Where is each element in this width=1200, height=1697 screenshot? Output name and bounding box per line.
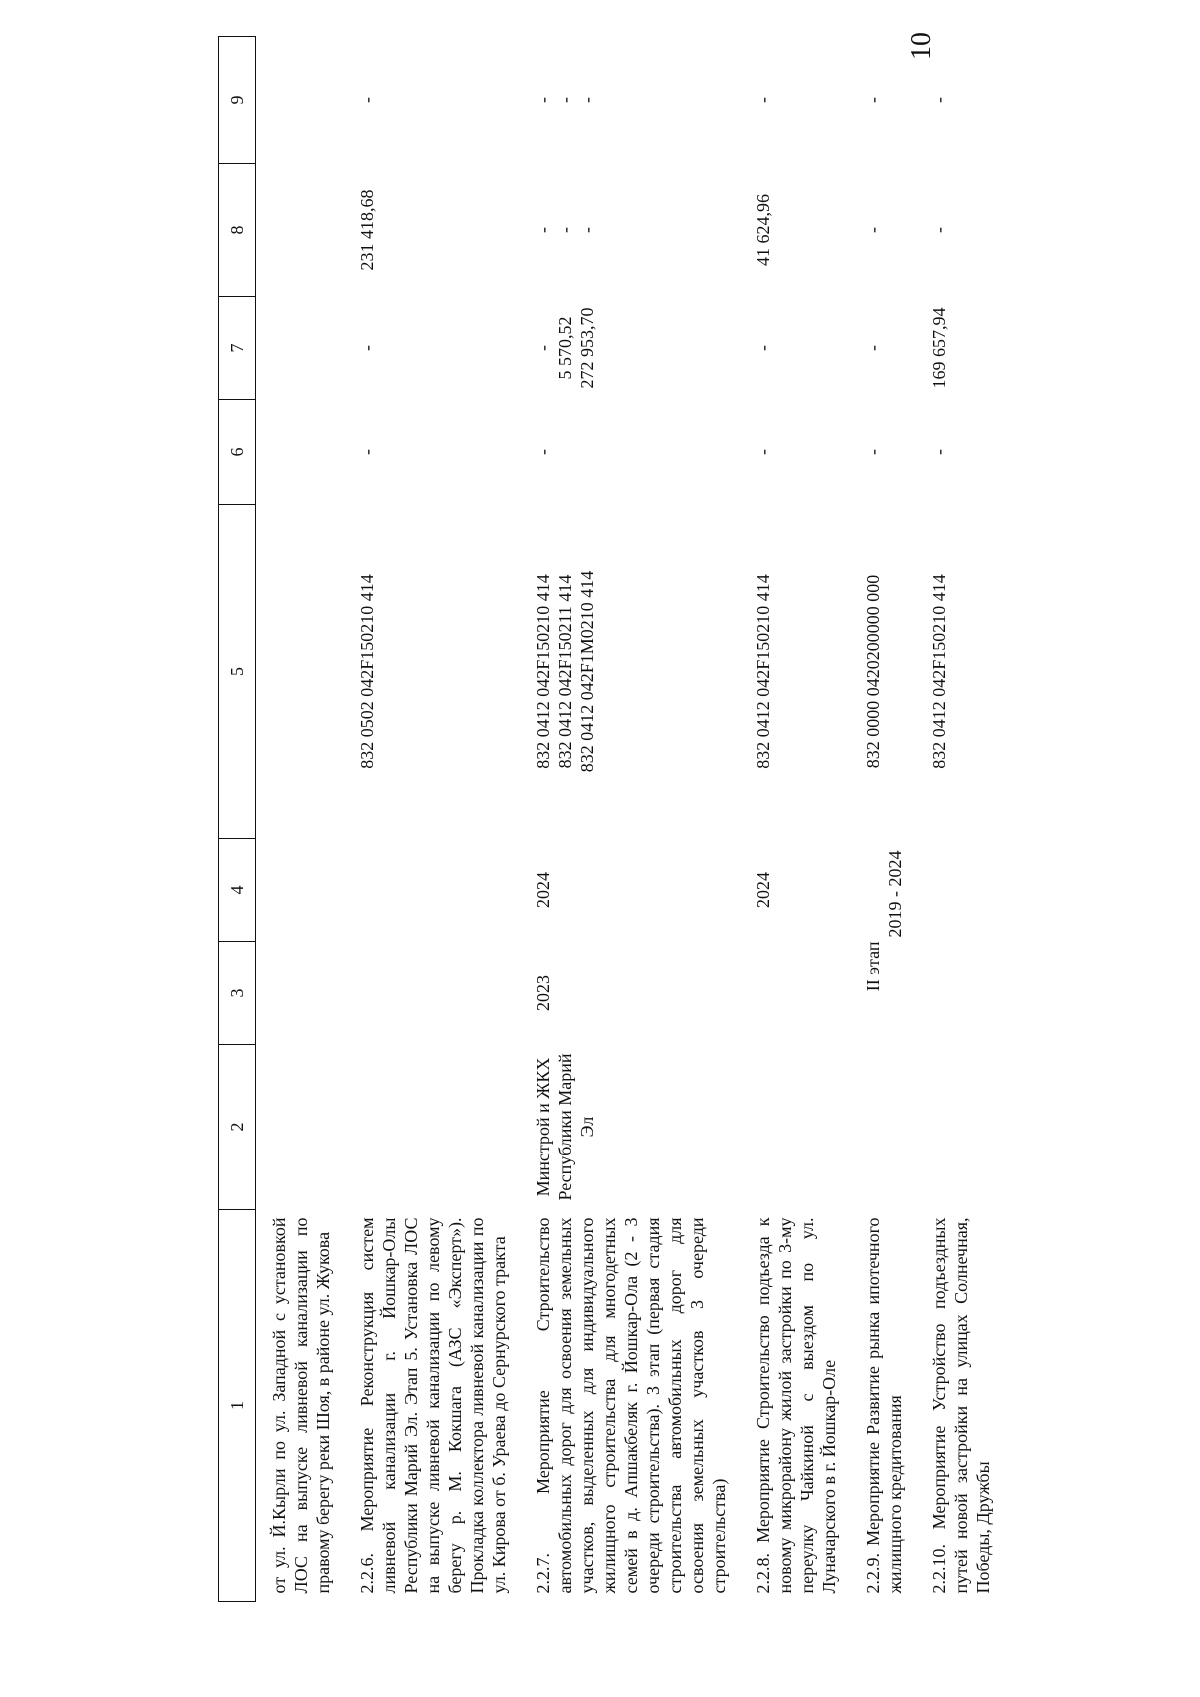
table-row	[256, 37, 345, 1602]
value: -	[577, 227, 597, 233]
program-table	[218, 36, 1004, 1602]
column-header-8: 8	[219, 164, 256, 297]
responsible-cell	[344, 1045, 520, 1210]
responsible-cell	[740, 1045, 850, 1210]
value-cell-9	[850, 37, 916, 164]
value-cell-9	[916, 37, 1004, 164]
budget-code: 832 0412 042F150210 414	[533, 574, 553, 769]
measure-description: 2.2.8. Мероприятие Строительство подъезда к новому микрорайону жилой застройки по 3-му переулку Чайкиной с выездом по ул. Луначарского в г. Йошкар-Оле	[753, 1217, 839, 1594]
column-header-7: 7	[219, 297, 256, 400]
responsible-cell	[850, 1045, 916, 1210]
period-cell: 2019 - 2024	[885, 850, 905, 938]
value-cell-8	[850, 164, 916, 297]
table-row	[740, 37, 850, 1602]
value: -	[555, 227, 575, 233]
value-cell-8	[916, 164, 1004, 297]
measure-description: 2.2.6. Мероприятие Реконструкция систем ливневой канализации г. Йошкар-Олы Республики Марий Эл. Этап 5. Установка ЛОС на выпуске ливневой канализации по левому берегу р. М. Кокшага (АЗС «Эксперт»). Прокладка коллектора ливневой канализации по ул. Кирова от б. Ураева до Сернурского тракта	[357, 1217, 509, 1594]
value-cell-8	[740, 164, 850, 297]
value: -	[555, 97, 575, 103]
start-cell	[916, 942, 1004, 1045]
value: -	[753, 345, 773, 351]
value: -	[533, 227, 553, 233]
value-cell-8	[256, 164, 345, 297]
budget-code-cell	[740, 505, 850, 839]
budget-code: 832 0000 0420200000 000	[863, 574, 883, 769]
value-cell-8	[344, 164, 520, 297]
start-cell: 2023	[533, 975, 553, 1011]
value-cell-9	[256, 37, 345, 164]
column-number-row	[219, 37, 256, 1602]
value-cell-9	[344, 37, 520, 164]
value-cell-9	[740, 37, 850, 164]
start-cell	[344, 942, 520, 1045]
table-row	[850, 37, 916, 1602]
budget-code: 832 0412 042F150211 414	[555, 574, 575, 769]
page-number: 10	[906, 32, 937, 60]
value: -	[929, 97, 949, 103]
value-cell-6: -	[929, 449, 949, 455]
value: -	[357, 97, 377, 103]
end-cell: 2024	[753, 872, 773, 908]
measure-description: 2.2.10. Мероприятие Устройство подъездных путей новой застройки на улицах Солнечная, Победы, Дружбы	[929, 1217, 993, 1594]
budget-code: 832 0412 042F150210 414	[929, 574, 949, 769]
budget-code-cell	[256, 505, 345, 839]
value-cell-6: -	[357, 449, 377, 455]
responsible-cell: Минстрой и ЖКХ Республики Марий Эл	[533, 1053, 597, 1201]
measure-description: от ул. Й.Кырли по ул. Западной с установкой ЛОС на выпуске ливневой канализации по правому берегу реки Шоя, в районе ул. Жукова	[269, 1217, 333, 1594]
stage-cell: II этап	[863, 941, 883, 992]
value-cell-9	[520, 37, 740, 164]
value: -	[357, 345, 377, 351]
budget-code: 832 0412 042F150210 414	[753, 574, 773, 769]
value-cell-7	[916, 297, 1004, 400]
column-header-3: 3	[219, 942, 256, 1045]
value-cell-7	[850, 297, 916, 400]
value: -	[863, 345, 883, 351]
column-header-1: 1	[219, 1210, 256, 1602]
table-row	[520, 37, 740, 1602]
start-cell	[740, 942, 850, 1045]
start-cell	[256, 942, 345, 1045]
value-cell-7	[740, 297, 850, 400]
value: 41 624,96	[753, 194, 773, 266]
budget-code: 832 0412 042F1M0210 414	[577, 570, 597, 773]
budget-code-cell	[850, 505, 916, 839]
column-header-4: 4	[219, 839, 256, 942]
value: 272 953,70	[577, 307, 597, 389]
value-cell-7	[344, 297, 520, 400]
budget-code: 832 0502 042F150210 414	[357, 574, 377, 769]
budget-code-cell	[916, 505, 1004, 839]
value: -	[929, 227, 949, 233]
responsible-cell	[256, 1045, 345, 1210]
value-cell-6: -	[863, 449, 883, 455]
value-cell-6	[256, 400, 345, 505]
table-row	[344, 37, 520, 1602]
table-row	[916, 37, 1004, 1602]
end-cell	[344, 839, 520, 942]
budget-code-cell	[520, 505, 740, 839]
column-header-9: 9	[219, 37, 256, 164]
value-cell-7	[520, 297, 740, 400]
value: -	[533, 345, 553, 351]
value: -	[753, 97, 773, 103]
end-cell	[916, 839, 1004, 942]
value-cell-6: -	[533, 449, 553, 455]
column-header-6: 6	[219, 400, 256, 505]
column-header-5: 5	[219, 505, 256, 839]
end-cell	[256, 839, 345, 942]
value: -	[863, 97, 883, 103]
measure-description: 2.2.7. Мероприятие Строительство автомобильных дорог для освоения земельных участков, выделенных для индивидуального жилищного строительства для многодетных семей в д. Апшакбеляк г. Йошкар-Ола (2 - 3 очереди строительства). 3 этап (первая стадия строительства автомобильных дорог для освоения земельных участков 3 очереди строительства)	[533, 1217, 729, 1594]
value: -	[577, 97, 597, 103]
value: -	[533, 97, 553, 103]
column-header-2: 2	[219, 1045, 256, 1210]
measure-description: 2.2.9. Мероприятие Развитие рынка ипотечного жилищного кредитования	[863, 1217, 905, 1594]
value-cell-6: -	[753, 449, 773, 455]
value-cell-8	[520, 164, 740, 297]
value-cell-7	[256, 297, 345, 400]
value: 169 657,94	[929, 307, 949, 389]
value: 5 570,52	[555, 316, 575, 380]
value: -	[863, 227, 883, 233]
budget-code-cell	[344, 505, 520, 839]
end-cell: 2024	[533, 872, 553, 908]
value: 231 418,68	[357, 189, 377, 271]
responsible-cell	[916, 1045, 1004, 1210]
